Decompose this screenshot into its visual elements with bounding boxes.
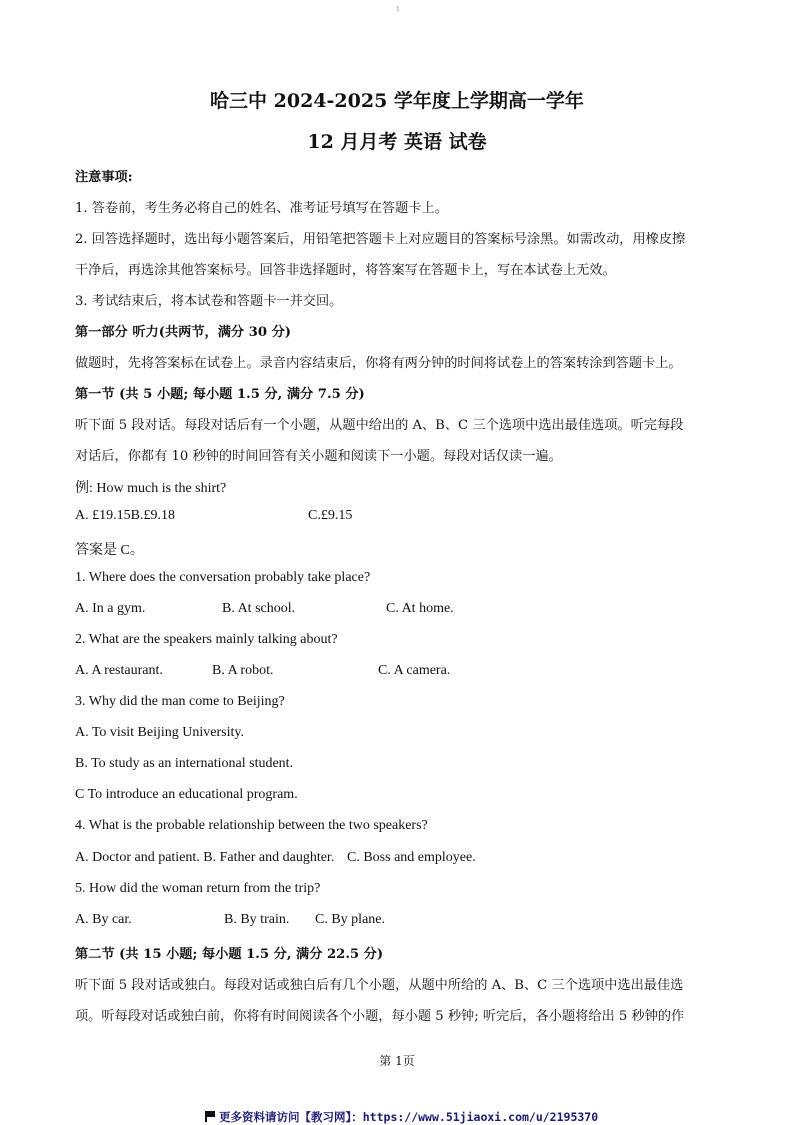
example-option-c: C.£9.15 (308, 508, 353, 523)
section2-heading: 第二节 (共 15 小题; 每小题 1.5 分, 满分 22.5 分) (75, 947, 384, 962)
q3-option-a: A. To visit Beijing University. (75, 725, 244, 740)
q1-option-a: A. In a gym. (75, 601, 146, 616)
notes-heading: 注意事项: (75, 170, 133, 185)
exam-subtitle: 12 月月考 英语 试卷 (307, 131, 487, 153)
q5-option-c: C. By plane. (315, 912, 385, 927)
footer-link[interactable] (205, 1109, 598, 1125)
question-3: 3. Why did the man come to Beijing? (75, 694, 285, 709)
question-2: 2. What are the speakers mainly talking about? (75, 632, 338, 647)
footer-link-text[interactable]: 更多资料请访问【教习网】：https://www.51jiaoxi.com/u/2195370 (219, 1110, 599, 1124)
example-question: 例: How much is the shirt? (75, 481, 227, 496)
q4-option-ab: A. Doctor and patient. B. Father and daughter. (75, 850, 335, 865)
q5-option-a: A. By car. (75, 912, 132, 927)
example-option-ab: A. £19.15B.£9.18 (75, 508, 175, 523)
q2-option-a: A. A restaurant. (75, 663, 163, 678)
note-item-2b: 干净后，再选涂其他答案标号。回答非选择题时，将答案写在答题卡上，写在本试卷上无效。 (75, 263, 616, 278)
q4-option-c: C. Boss and employee. (347, 850, 476, 865)
q2-option-b: B. A robot. (212, 663, 274, 678)
section2-instruction-a: 听下面 5 段对话或独白。每段对话或独白后有几个小题，从题中所给的 A、B、C 三个选项中选出最佳选 (75, 978, 684, 993)
question-1: 1. Where does the conversation probably take place? (75, 570, 371, 585)
part1-instruction: 做题时，先将答案标在试卷上。录音内容结束后，你将有两分钟的时间将试卷上的答案转涂到答题卡上。 (75, 356, 682, 371)
question-5: 5. How did the woman return from the trip? (75, 881, 321, 896)
q3-option-c: C To introduce an educational program. (75, 787, 298, 802)
note-item-3: 3. 考试结束后，将本试卷和答题卡一并交回。 (75, 294, 343, 309)
section1-instruction-a: 听下面 5 段对话。每段对话后有一个小题，从题中给出的 A、B、C 三个选项中选出最佳选项。听完每段 (75, 418, 684, 433)
q3-option-b: B. To study as an international student. (75, 756, 294, 771)
section1-heading: 第一节 (共 5 小题; 每小题 1.5 分, 满分 7.5 分) (75, 387, 365, 402)
question-4: 4. What is the probable relationship between the two speakers? (75, 818, 428, 833)
top-page-mark: 1 (396, 6, 400, 13)
q1-option-b: B. At school. (222, 601, 296, 616)
section2-instruction-b: 项。听每段对话或独白前，你将有时间阅读各个小题，每小题 5 秒钟; 听完后，各小题将给出 5 秒钟的作 (75, 1009, 685, 1024)
note-item-2a: 2. 回答选择题时，选出每小题答案后，用铅笔把答题卡上对应题目的答案标号涂黑。如需改动，用橡皮擦 (75, 232, 686, 247)
exam-title: 哈三中 2024-2025 学年度上学期高一学年 (210, 90, 584, 112)
section1-instruction-b: 对话后，你都有 10 秒钟的时间回答有关小题和阅读下一小题。每段对话仅读一遍。 (75, 449, 562, 464)
example-answer: 答案是 C。 (75, 543, 144, 558)
note-item-1: 1. 答卷前，考生务必将自己的姓名、准考证号填写在答题卡上。 (75, 201, 448, 216)
q5-option-b: B. By train. (224, 912, 290, 927)
q2-option-c: C. A camera. (378, 663, 451, 678)
q1-option-c: C. At home. (386, 601, 454, 616)
part1-heading: 第一部分 听力(共两节，满分 30 分) (75, 325, 292, 340)
flag-icon (205, 1111, 215, 1122)
page-number: 第 1页 (379, 1054, 415, 1068)
